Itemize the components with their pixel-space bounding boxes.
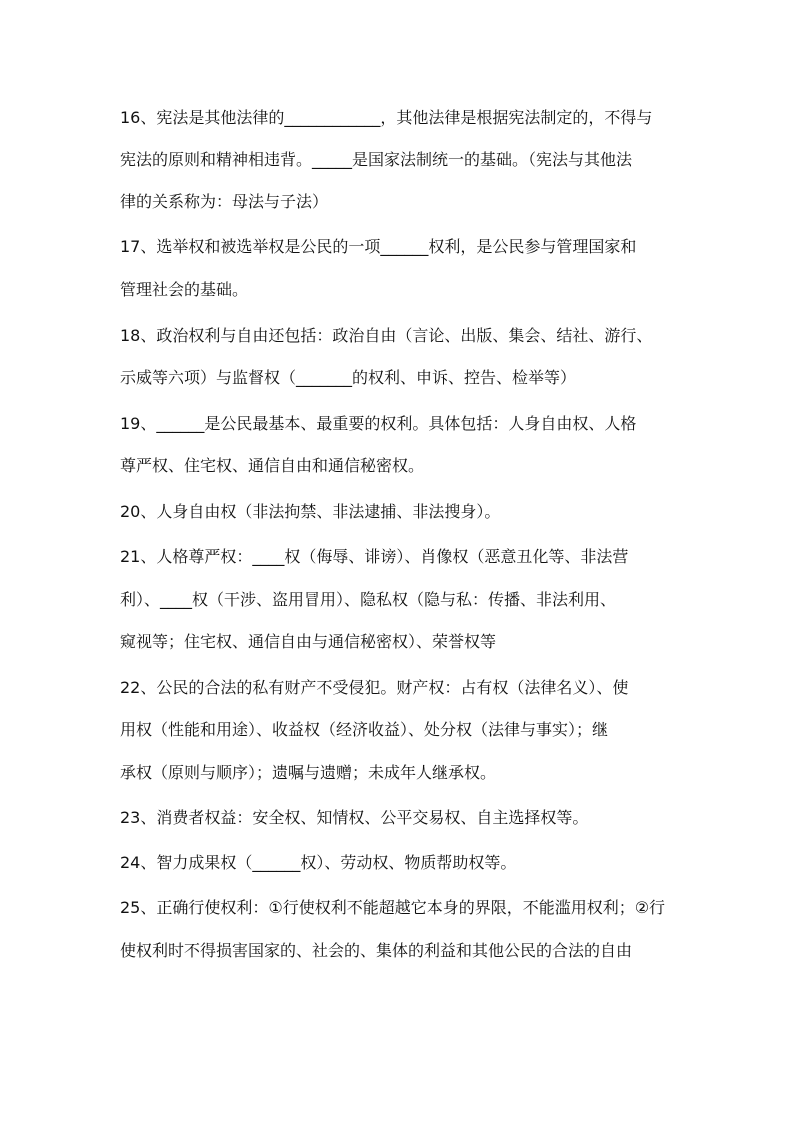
text-line-12: 利）、____权（干涉、盗用冒用）、隐私权（隐与私：传播、非法利用、 xyxy=(120,590,617,609)
text-line-14: 22、公民的合法的私有财产不受侵犯。财产权：占有权（法律名义）、使 xyxy=(120,678,629,697)
text-line-16: 承权（原则与顺序）；遗嘱与遗赠；未成年人继承权。 xyxy=(120,763,497,782)
text-line-7: 示威等六项）与监督权（_______的权利、申诉、控告、检举等） xyxy=(120,368,577,387)
text-line-3: 律的关系称为：母法与子法） xyxy=(120,192,329,211)
text-line-4: 17、选举权和被选举权是公民的一项______权利，是公民参与管理国家和 xyxy=(120,237,637,256)
text-line-18: 24、智力成果权（______权）、劳动权、物质帮助权等。 xyxy=(120,853,517,872)
text-line-15: 用权（性能和用途）、收益权（经济收益）、处分权（法律与事实）；继 xyxy=(120,720,609,739)
text-line-10: 20、人身自由权（非法拘禁、非法逮捕、非法搜身）。 xyxy=(120,502,501,521)
text-line-9: 尊严权、住宅权、通信自由和通信秘密权。 xyxy=(120,456,425,475)
text-line-8: 19、______是公民最基本、最重要的权利。具体包括：人身自由权、人格 xyxy=(120,414,637,433)
text-line-19: 25、正确行使权利：①行使权利不能超越它本身的界限，不能滥用权利；②行 xyxy=(120,898,666,917)
text-line-11: 21、人格尊严权：____权（侮辱、诽谤）、肖像权（恶意丑化等、非法营 xyxy=(120,547,629,566)
text-line-20: 使权利时不得损害国家的、社会的、集体的利益和其他公民的合法的自由 xyxy=(120,941,633,960)
text-line-2: 宪法的原则和精神相违背。_____是国家法制统一的基础。（宪法与其他法 xyxy=(120,150,633,169)
text-line-1: 16、宪法是其他法律的____________，其他法律是根据宪法制定的，不得与 xyxy=(120,108,653,127)
text-line-17: 23、消费者权益：安全权、知情权、公平交易权、自主选择权等。 xyxy=(120,808,589,827)
text-line-13: 窥视等；住宅权、通信自由与通信秘密权）、荣誉权等 xyxy=(120,632,497,651)
text-line-6: 18、政治权利与自由还包括：政治自由（言论、出版、集会、结社、游行、 xyxy=(120,326,653,345)
text-line-5: 管理社会的基础。 xyxy=(120,280,249,299)
